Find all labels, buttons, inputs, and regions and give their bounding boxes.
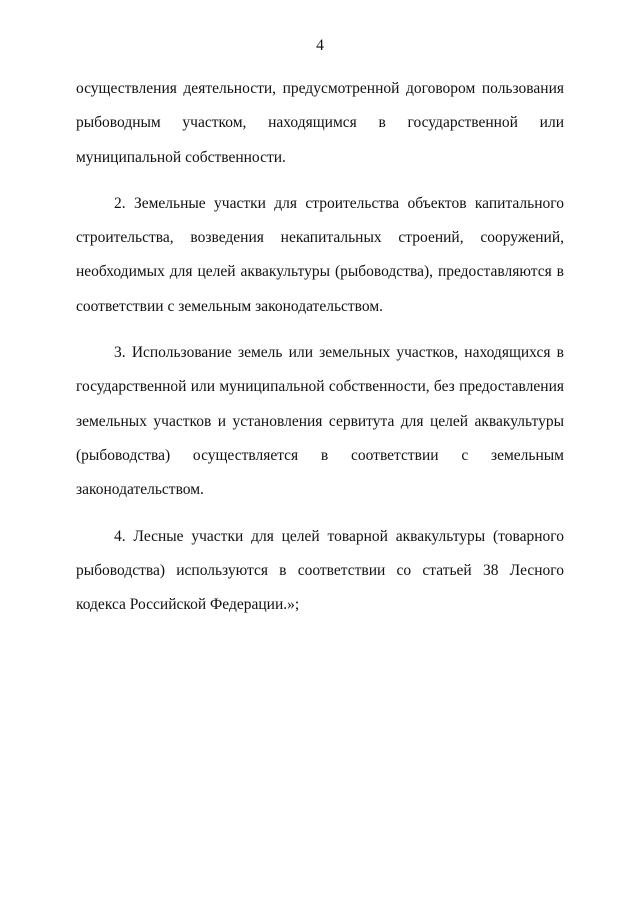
- page-number: 4: [316, 37, 324, 54]
- paragraph-item-3: 3. Использование земель или земельных участков, находящихся в государственной или муниципальной собственности, без предоставления земельных участков и установления сервитута для целей аквакультуры (рыбоводства) осуществляется в соответствии с земельным законодательством.: [76, 344, 564, 499]
- paragraph-continuation: осуществления деятельности, предусмотренной договором пользования рыбоводным участком, находящимся в государственной или муниципальной собственности.: [76, 80, 564, 166]
- paragraph-item-4: 4. Лесные участки для целей товарной аквакультуры (товарного рыбоводства) используются в соответствии со статьей 38 Лесного кодекса Российской Федерации.»;: [76, 527, 564, 614]
- paragraph-item-2: 2. Земельные участки для строительства объектов капитального строительства, возведения некапитальных строений, сооружений, необходимых для целей аквакультуры (рыбоводства), предоставляются в соответствии с земельным законодательством.: [76, 194, 564, 315]
- document-body: [76, 72, 564, 622]
